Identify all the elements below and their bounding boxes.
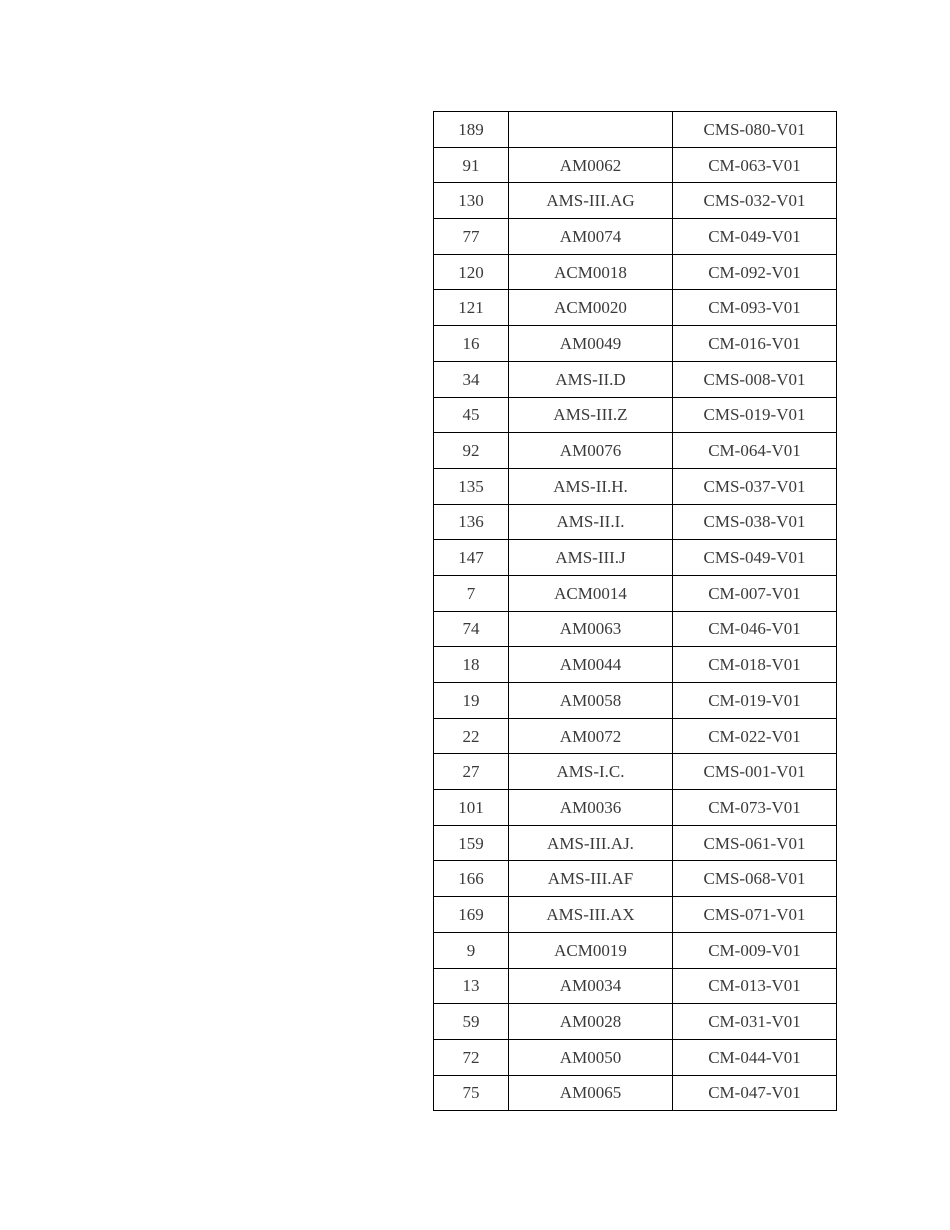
methodology-code-cell: CM-019-V01 bbox=[673, 683, 837, 719]
row-number-cell: 75 bbox=[434, 1075, 509, 1111]
methodology-code-cell: CM-044-V01 bbox=[673, 1039, 837, 1075]
row-number-cell: 18 bbox=[434, 647, 509, 683]
methodology-code-cell: CM-031-V01 bbox=[673, 1004, 837, 1040]
table-row bbox=[434, 361, 837, 397]
table-row bbox=[434, 1039, 837, 1075]
table-row bbox=[434, 1075, 837, 1111]
row-number-cell: 136 bbox=[434, 504, 509, 540]
cdm-methodology-cell: AMS-II.H. bbox=[509, 468, 673, 504]
row-number-cell: 77 bbox=[434, 219, 509, 255]
table-row bbox=[434, 897, 837, 933]
methodology-code-cell: CM-018-V01 bbox=[673, 647, 837, 683]
methodology-code-cell: CMS-049-V01 bbox=[673, 540, 837, 576]
methodology-code-cell: CMS-019-V01 bbox=[673, 397, 837, 433]
cdm-methodology-cell: AMS-III.AJ. bbox=[509, 825, 673, 861]
row-number-cell: 45 bbox=[434, 397, 509, 433]
table-row bbox=[434, 219, 837, 255]
row-number-cell: 59 bbox=[434, 1004, 509, 1040]
row-number-cell: 169 bbox=[434, 897, 509, 933]
methodology-code-cell: CM-046-V01 bbox=[673, 611, 837, 647]
cdm-methodology-cell: AMS-III.AG bbox=[509, 183, 673, 219]
cdm-methodology-cell: AMS-I.C. bbox=[509, 754, 673, 790]
row-number-cell: 16 bbox=[434, 326, 509, 362]
table-row bbox=[434, 183, 837, 219]
cdm-methodology-cell: AMS-II.D bbox=[509, 361, 673, 397]
methodology-code-cell: CM-093-V01 bbox=[673, 290, 837, 326]
cdm-methodology-cell: ACM0020 bbox=[509, 290, 673, 326]
cdm-methodology-cell: AM0058 bbox=[509, 683, 673, 719]
row-number-cell: 159 bbox=[434, 825, 509, 861]
row-number-cell: 120 bbox=[434, 254, 509, 290]
table-body bbox=[434, 112, 837, 1111]
table-row bbox=[434, 326, 837, 362]
methodology-code-cell: CMS-071-V01 bbox=[673, 897, 837, 933]
cdm-methodology-cell: AM0062 bbox=[509, 147, 673, 183]
table-row bbox=[434, 825, 837, 861]
methodology-code-cell: CMS-032-V01 bbox=[673, 183, 837, 219]
methodology-code-cell: CMS-080-V01 bbox=[673, 112, 837, 148]
table-row bbox=[434, 647, 837, 683]
cdm-methodology-cell: AMS-III.AF bbox=[509, 861, 673, 897]
cdm-methodology-cell: AM0036 bbox=[509, 790, 673, 826]
table-row bbox=[434, 290, 837, 326]
row-number-cell: 7 bbox=[434, 575, 509, 611]
row-number-cell: 9 bbox=[434, 932, 509, 968]
row-number-cell: 72 bbox=[434, 1039, 509, 1075]
row-number-cell: 34 bbox=[434, 361, 509, 397]
cdm-methodology-cell: AMS-III.J bbox=[509, 540, 673, 576]
methodology-code-cell: CM-073-V01 bbox=[673, 790, 837, 826]
row-number-cell: 147 bbox=[434, 540, 509, 576]
table-row bbox=[434, 1004, 837, 1040]
methodology-code-cell: CMS-037-V01 bbox=[673, 468, 837, 504]
table-row bbox=[434, 433, 837, 469]
cdm-methodology-cell bbox=[509, 112, 673, 148]
row-number-cell: 189 bbox=[434, 112, 509, 148]
cdm-methodology-cell: AMS-III.Z bbox=[509, 397, 673, 433]
methodology-code-cell: CMS-008-V01 bbox=[673, 361, 837, 397]
row-number-cell: 101 bbox=[434, 790, 509, 826]
row-number-cell: 135 bbox=[434, 468, 509, 504]
cdm-methodology-cell: ACM0019 bbox=[509, 932, 673, 968]
cdm-methodology-cell: AM0076 bbox=[509, 433, 673, 469]
table-row bbox=[434, 718, 837, 754]
row-number-cell: 91 bbox=[434, 147, 509, 183]
table-row bbox=[434, 861, 837, 897]
methodology-code-cell: CM-063-V01 bbox=[673, 147, 837, 183]
methodology-code-cell: CM-013-V01 bbox=[673, 968, 837, 1004]
table-row bbox=[434, 790, 837, 826]
table-row bbox=[434, 468, 837, 504]
table-row bbox=[434, 575, 837, 611]
cdm-methodology-cell: AM0065 bbox=[509, 1075, 673, 1111]
table-row bbox=[434, 754, 837, 790]
methodology-table bbox=[433, 111, 837, 1111]
table-row bbox=[434, 397, 837, 433]
cdm-methodology-cell: AMS-III.AX bbox=[509, 897, 673, 933]
methodology-code-cell: CM-022-V01 bbox=[673, 718, 837, 754]
cdm-methodology-cell: AM0049 bbox=[509, 326, 673, 362]
row-number-cell: 13 bbox=[434, 968, 509, 1004]
table-row bbox=[434, 683, 837, 719]
methodology-code-cell: CM-049-V01 bbox=[673, 219, 837, 255]
table-row bbox=[434, 147, 837, 183]
table-row bbox=[434, 611, 837, 647]
table-row bbox=[434, 540, 837, 576]
cdm-methodology-cell: AM0034 bbox=[509, 968, 673, 1004]
cdm-methodology-cell: AM0072 bbox=[509, 718, 673, 754]
cdm-methodology-cell: ACM0014 bbox=[509, 575, 673, 611]
row-number-cell: 27 bbox=[434, 754, 509, 790]
row-number-cell: 19 bbox=[434, 683, 509, 719]
methodology-code-cell: CMS-061-V01 bbox=[673, 825, 837, 861]
row-number-cell: 22 bbox=[434, 718, 509, 754]
methodology-code-cell: CM-007-V01 bbox=[673, 575, 837, 611]
methodology-code-cell: CMS-038-V01 bbox=[673, 504, 837, 540]
table-row bbox=[434, 504, 837, 540]
cdm-methodology-cell: AM0050 bbox=[509, 1039, 673, 1075]
table-row bbox=[434, 932, 837, 968]
methodology-code-cell: CM-016-V01 bbox=[673, 326, 837, 362]
methodology-code-cell: CM-009-V01 bbox=[673, 932, 837, 968]
row-number-cell: 130 bbox=[434, 183, 509, 219]
table-row bbox=[434, 254, 837, 290]
methodology-code-cell: CMS-068-V01 bbox=[673, 861, 837, 897]
cdm-methodology-cell: AM0044 bbox=[509, 647, 673, 683]
row-number-cell: 74 bbox=[434, 611, 509, 647]
row-number-cell: 92 bbox=[434, 433, 509, 469]
cdm-methodology-cell: AM0063 bbox=[509, 611, 673, 647]
row-number-cell: 166 bbox=[434, 861, 509, 897]
methodology-code-cell: CM-092-V01 bbox=[673, 254, 837, 290]
cdm-methodology-cell: AMS-II.I. bbox=[509, 504, 673, 540]
table-row bbox=[434, 112, 837, 148]
methodology-code-cell: CM-064-V01 bbox=[673, 433, 837, 469]
row-number-cell: 121 bbox=[434, 290, 509, 326]
cdm-methodology-cell: AM0028 bbox=[509, 1004, 673, 1040]
cdm-methodology-cell: AM0074 bbox=[509, 219, 673, 255]
methodology-code-cell: CMS-001-V01 bbox=[673, 754, 837, 790]
table-row bbox=[434, 968, 837, 1004]
methodology-code-cell: CM-047-V01 bbox=[673, 1075, 837, 1111]
cdm-methodology-cell: ACM0018 bbox=[509, 254, 673, 290]
